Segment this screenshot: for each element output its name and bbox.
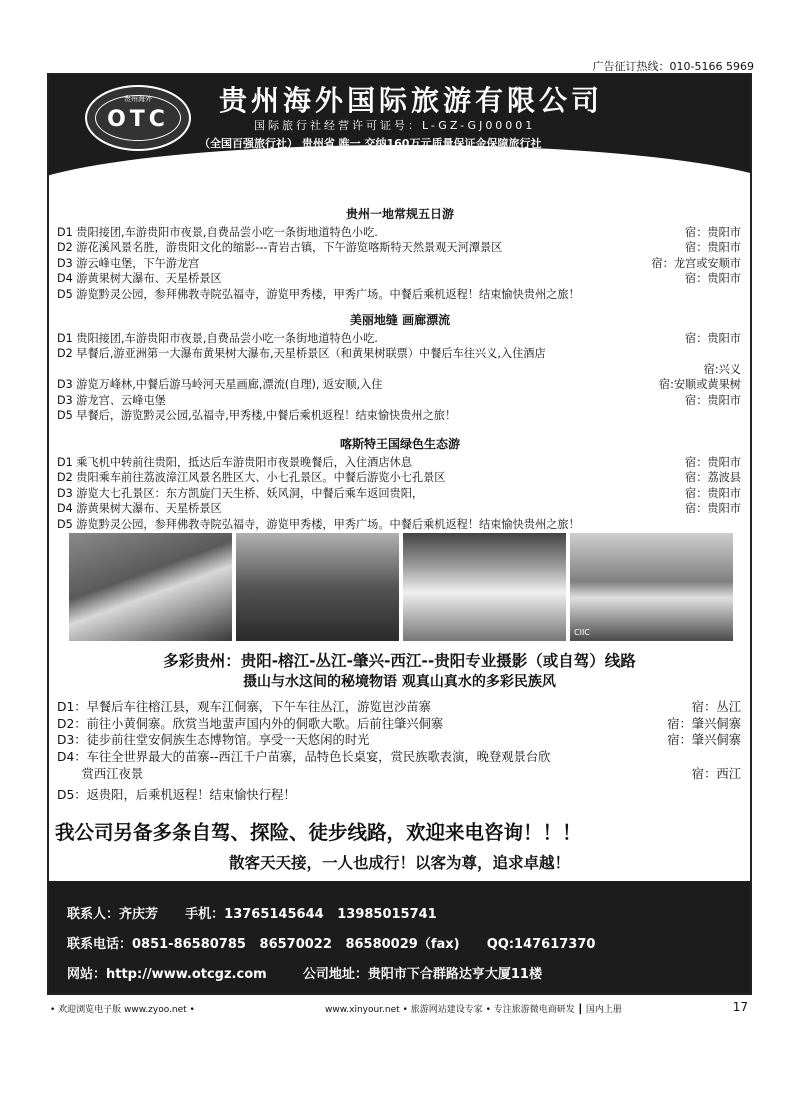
tour-3-day-5: D5 游览黔灵公园，参拜佛教寺院弘福寺，游览甲秀楼，甲秀广场。中餐后乘机返程！结束愉快贵州之旅！ [57,517,580,531]
tour-3-stay-1: 宿：贵阳市 [685,455,741,469]
route-day-4-cont: 赏西江夜景 [57,766,144,781]
route-subtitle: 摄山与水这间的秘境物语 观真山真水的多彩民族风 [243,674,556,690]
footer-right: www.xinyour.net • 旅游网站建设专家 • 专注旅游微电商研发 ┃ 国内上册 [325,1005,622,1015]
tour-1-day-2: D2 游花溪风景名胜，游贵阳文化的缩影---青岩古镇，下午游览喀斯特天然景观天河潭景区 [57,241,503,254]
company-title: 贵州海外国际旅游有限公司 [219,84,604,117]
ad-frame [47,73,752,995]
route-day-3: D3：徒步前往堂安侗族生态博物馆。享受一天悠闲的时光 [57,733,370,748]
tour-3-stay-4: 宿：贵阳市 [685,502,741,515]
photo-waterfall-gorge [69,533,232,641]
tour-1-day-1: D1 贵阳接团,车游贵阳市夜景,自费品尝小吃一条街地道特色小吃. [57,225,378,239]
route-stay-3: 宿：肇兴侗寨 [667,733,741,748]
promo-routes: 我公司另备多条自驾、探险、徒步线路，欢迎来电咨询！！！ [55,821,582,844]
contact-website-address: 网站：http://www.otcgz.com 公司地址：贵阳市下合群路达亨大厦11楼 [67,967,542,982]
photo-huangguoshu-waterfall [403,533,566,641]
route-day-5: D5：返贵阳，后乘机返程！结束愉快行程！ [57,787,296,802]
ad-hotline: 广告征订热线：010-5166 5969 [592,60,754,73]
contact-panel [49,881,750,993]
tour-1-stay-4: 宿：贵阳市 [685,272,741,285]
license-number: 国际旅行社经营许可证号：L-GZ-GJ00001 [254,119,536,132]
photo-miao-dancers [236,533,399,641]
tour-1-day-3: D3 游云峰屯堡，下午游龙宫 [57,256,200,270]
tour-3-stay-3: 宿：贵阳市 [685,486,741,500]
tour-2-stay-4: 宿：贵阳市 [685,393,741,407]
contact-person: 联系人：齐庆芳 手机：13765145644 13985015741 [67,907,437,922]
tour-2-stay-1: 宿：贵阳市 [685,331,741,345]
route-day-2: D2：前往小黄侗寨。欣赏当地蜚声国内外的侗歌大歌。后前往肇兴侗寨 [57,716,444,731]
route-itinerary [57,699,743,803]
tour-1-title: 贵州一地常规五日游 [345,207,454,221]
tour-1-stay-3: 宿：龙宫或安顺市 [651,256,741,270]
route-stay-2: 宿：肇兴侗寨 [667,716,741,731]
tour-2-day-4: D3 游龙宫、云峰屯堡 [57,393,166,407]
tour-3-title: 喀斯特王国绿色生态游 [339,437,460,451]
footer-left: • 欢迎浏览电子版 www.zyoo.net • [50,1005,195,1015]
logo-cn-text: 贵州海外 [124,95,152,103]
route-stay-5 [741,787,743,804]
tour-1-day-4: D4 游黄果树大瀑布、天星桥景区 [57,272,222,285]
tour-2-day-5: D5 早餐后，游览黔灵公园,弘福寺,甲秀楼,中餐后乘机返程！结束愉快贵州之旅！ [57,409,457,422]
photo-watermark: CIIC [574,628,590,637]
tour-1-day-5: D5 游览黔灵公园，参拜佛教寺院弘福寺，游览甲秀楼，甲秀广场。中餐后乘机返程！结束愉快贵州之旅！ [57,287,580,301]
contact-phone: 联系电话：0851-86580785 86570022 86580029（fax) QQ:147617370 [67,937,596,952]
tour-3-day-2: D2 贵阳乘车前往荔波漳江风景名胜区大、小七孔景区。中餐后游览小七孔景区 [57,471,446,484]
tour-2-day-3: D3 游览万峰林,中餐后游马岭河天星画廊,漂流(自理), 返安顺,入住 [57,378,383,391]
otc-logo [85,85,191,151]
tour-1-stay-2: 宿：贵阳市 [685,241,741,254]
route-day-4: D4：车往全世界最大的苗寨--西江千户苗寨，品特色长桌宴，赏民族歌表演，晚登观景台欣 [57,750,551,765]
page-number: 17 [732,1000,748,1014]
promo-slogan: 散客天天接，一人也成行！以客为尊，追求卓越！ [228,854,570,872]
photo-lake-landscape [570,533,733,641]
tour-2-day-2: D2 早餐后,游亚洲第一大瀑布黄果树大瀑布,天星桥景区（和黄果树联票）中餐后车往兴义,入住酒店 [57,347,546,360]
tour-3-stay-5 [741,517,743,533]
tour-2-day-1: D1 贵阳接团,车游贵阳市夜景,自费品尝小吃一条街地道特色小吃. [57,331,378,345]
tour-3-day-4: D4 游黄果树大瀑布、天星桥景区 [57,502,222,515]
tour-2-stay-5 [741,408,743,424]
photo-strip [69,533,733,643]
tour-2-stay-2b: 宿:兴义 [703,362,741,376]
tour-3-day-3: D3 游览大七孔景区：东方凯旋门天生桥、妖风洞，中餐后乘车返回贵阳， [57,486,424,500]
header-curve [49,145,750,187]
company-slogan: （全国百强旅行社） 贵州省 唯一 交纳160万元质量保证金保障旅行社 [199,137,542,150]
tour-3-day-1: D1 乘飞机中转前往贵阳，抵达后车游贵阳市夜景晚餐后，入住酒店休息 [57,455,412,469]
ad-header [49,75,750,187]
tour-2-title: 美丽地缝 画廊漂流 [349,313,451,327]
tour-2-stay-3: 宿:安顺或黄果树 [658,378,741,391]
route-title: 多彩贵州：贵阳-榕江-丛江-肇兴-西江--贵阳专业摄影（或自驾）线路 [163,652,636,670]
tour-1-stay-1: 宿：贵阳市 [685,225,741,239]
tour-1 [57,207,743,302]
route-stay-4b: 宿：西江 [691,766,741,781]
route-day-1: D1：早餐后车往榕江县，观车江侗寨，下午车往丛江，游览岜沙苗寨 [57,700,431,714]
tour-2-stay-2 [741,346,743,362]
tour-2 [57,313,743,424]
tour-1-stay-5 [741,287,743,303]
route-stay-1: 宿：丛江 [691,700,741,714]
logo-text: OTC [107,107,169,132]
tour-3 [57,437,743,532]
route-stay-4 [741,749,743,766]
tour-3-stay-2: 宿：荔波县 [685,471,741,484]
